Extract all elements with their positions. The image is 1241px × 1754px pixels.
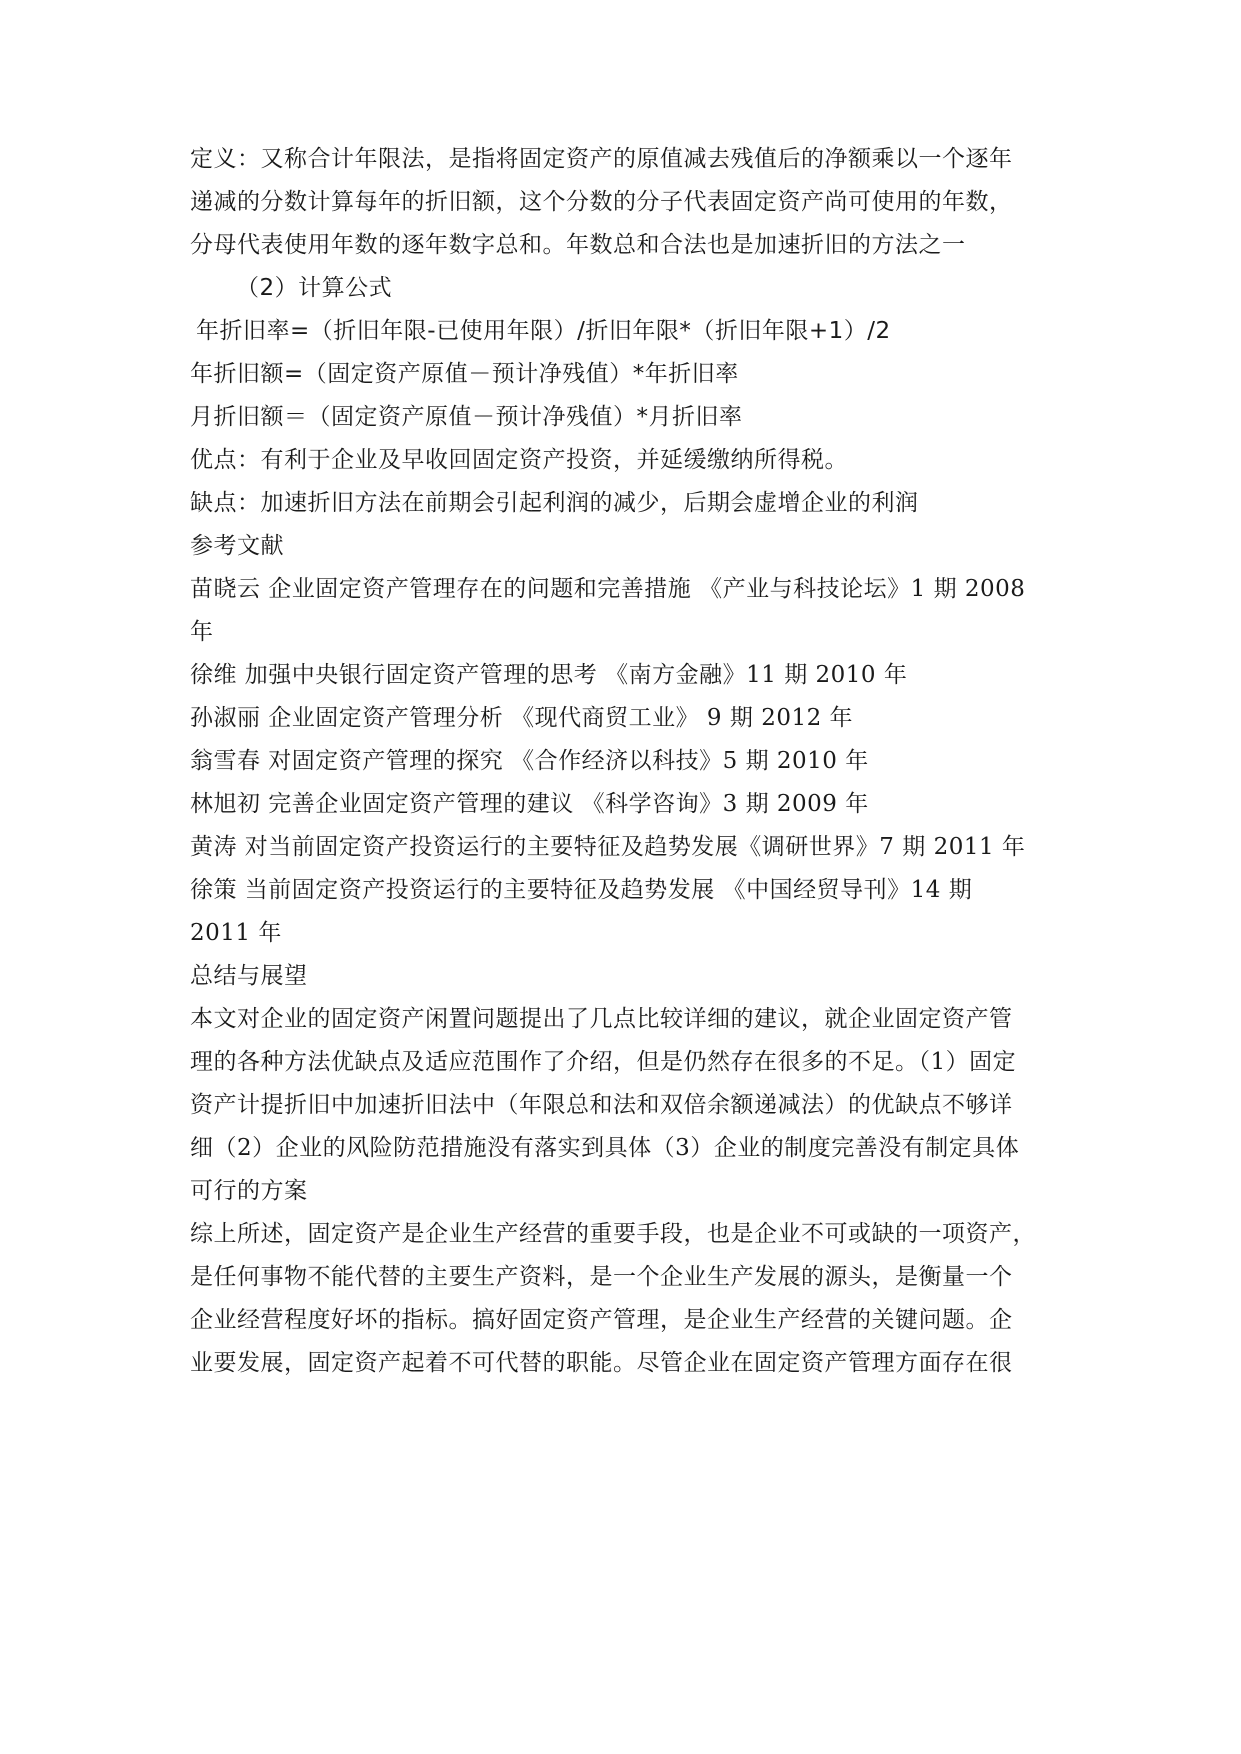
summary-heading: 总结与展望	[190, 963, 308, 989]
reference-line-1: 苗晓云 企业固定资产管理存在的问题和完善措施 《产业与科技论坛》1 期 2008	[190, 576, 1026, 602]
reference-line-4: 孙淑丽 企业固定资产管理分析 《现代商贸工业》 9 期 2012 年	[190, 705, 854, 731]
summary-line-3: 资产计提折旧中加速折旧法中（年限总和法和双倍余额递减法）的优缺点不够详	[190, 1092, 1013, 1118]
definition-line-1: 定义：又称合计年限法，是指将固定资产的原值减去残值后的净额乘以一个逐年	[190, 146, 1013, 172]
definition-line-3: 分母代表使用年数的逐年数字总和。年数总和合法也是加速折旧的方法之一	[190, 232, 966, 258]
disadvantages-text: 缺点：加速折旧方法在前期会引起利润的减少，后期会虚增企业的利润	[190, 490, 919, 516]
reference-line-7: 黄涛 对当前固定资产投资运行的主要特征及趋势发展《调研世界》7 期 2011 年	[190, 834, 1026, 860]
conclusion-line-2: 是任何事物不能代替的主要生产资料，是一个企业生产发展的源头，是衡量一个	[190, 1264, 1013, 1290]
formula-annual-rate: 年折旧率=（折旧年限-已使用年限）/折旧年限*（折旧年限+1）/2	[196, 318, 891, 344]
formula-annual-amount: 年折旧额=（固定资产原值－预计净残值）*年折旧率	[190, 361, 739, 387]
advantages-text: 优点：有利于企业及早收回固定资产投资，并延缓缴纳所得税。	[190, 447, 848, 473]
conclusion-line-3: 企业经营程度好坏的指标。搞好固定资产管理，是企业生产经营的关键问题。企	[190, 1307, 1013, 1333]
reference-line-5: 翁雪春 对固定资产管理的探究 《合作经济以科技》5 期 2010 年	[190, 748, 869, 774]
summary-line-2: 理的各种方法优缺点及适应范围作了介绍，但是仍然存在很多的不足。（1）固定	[190, 1049, 1017, 1075]
reference-line-6: 林旭初 完善企业固定资产管理的建议 《科学咨询》3 期 2009 年	[190, 791, 869, 817]
references-heading: 参考文献	[190, 533, 284, 559]
reference-line-8: 徐策 当前固定资产投资运行的主要特征及趋势发展 《中国经贸导刊》14 期	[190, 877, 973, 903]
formula-heading: （2）计算公式	[236, 275, 393, 301]
definition-line-2: 递减的分数计算每年的折旧额，这个分数的分子代表固定资产尚可使用的年数，	[190, 189, 1013, 215]
formula-monthly-amount: 月折旧额＝（固定资产原值－预计净残值）*月折旧率	[190, 404, 743, 430]
conclusion-line-1: 综上所述，固定资产是企业生产经营的重要手段，也是企业不可或缺的一项资产，	[190, 1221, 1036, 1247]
summary-line-5: 可行的方案	[190, 1178, 308, 1204]
summary-line-1: 本文对企业的固定资产闲置问题提出了几点比较详细的建议，就企业固定资产管	[190, 1006, 1013, 1032]
conclusion-line-4: 业要发展，固定资产起着不可代替的职能。尽管企业在固定资产管理方面存在很	[190, 1350, 1013, 1376]
summary-line-4: 细（2）企业的风险防范措施没有落实到具体（3）企业的制度完善没有制定具体	[190, 1135, 1020, 1161]
reference-line-2: 年	[190, 619, 214, 645]
reference-line-3: 徐维 加强中央银行固定资产管理的思考 《南方金融》11 期 2010 年	[190, 662, 908, 688]
reference-line-9: 2011 年	[190, 920, 282, 946]
